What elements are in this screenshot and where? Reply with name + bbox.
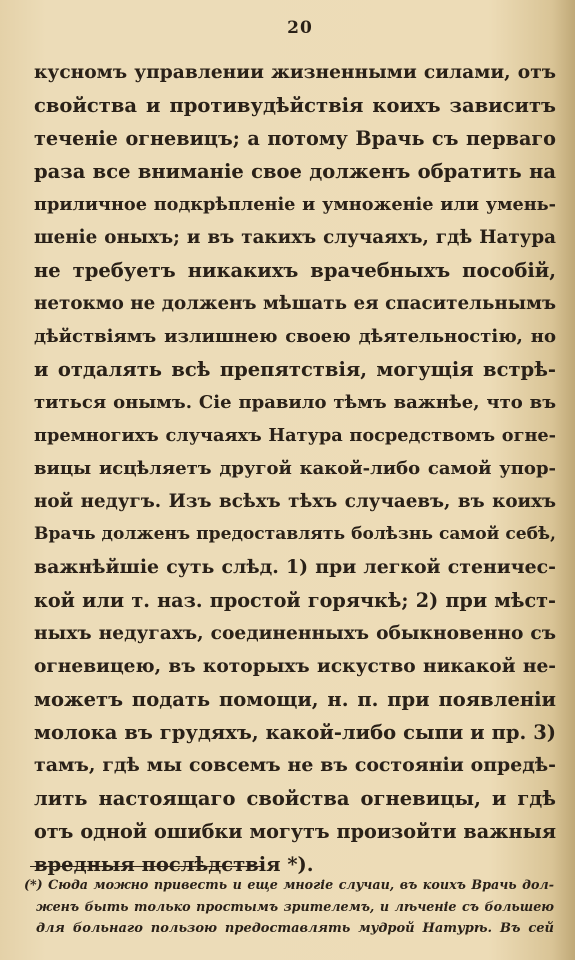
footnote-line: (*) Сюда можно привесть и еще многіе случаи, въ коихъ Врачь дол-: [24, 877, 554, 892]
text-line: тамъ, гдѣ мы совсемъ не въ состояніи опредѣ-: [34, 754, 556, 776]
footnote-line: женъ быть только простымъ зрителемъ, и лѣченіе съ большею: [36, 899, 554, 914]
text-line: и отдалять всѣ препятствія, могущія встрѣ-: [34, 358, 556, 381]
text-line: вредныя послѣдствія *).: [34, 853, 314, 876]
text-line: Врачь долженъ предоставлять болѣзнь самой себѣ,: [34, 524, 556, 544]
page-number: 20: [287, 18, 313, 38]
main-text: [34, 56, 556, 881]
text-line: нетокмо не долженъ мѣшать ея спасительнымъ: [34, 293, 556, 314]
text-line: ной недугъ. Изъ всѣхъ тѣхъ случаевъ, въ коихъ: [34, 491, 556, 512]
text-line: важнѣйшіе суть слѣд. 1) при легкой стеничес-: [34, 556, 556, 578]
text-line: молока въ грудяхъ, какой-либо сыпи и пр. 3): [34, 721, 556, 744]
text-line: отъ одной ошибки могутъ произойти важныя: [34, 820, 556, 843]
footnote-divider: [30, 866, 262, 867]
text-line: титься онымъ. Сіе правило тѣмъ важнѣе, что въ: [34, 392, 556, 413]
text-line: ныхъ недугахъ, соединенныхъ обыкновенно съ: [34, 623, 556, 644]
text-line: вицы исцѣляетъ другой какой-либо самой упор-: [34, 458, 556, 479]
text-line: шеніе оныхъ; и въ такихъ случаяхъ, гдѣ Натура: [34, 227, 556, 248]
text-line: можетъ подать помощи, н. п. при появленіи: [34, 688, 556, 711]
text-line: премногихъ случаяхъ Натура посредствомъ огне-: [34, 425, 556, 446]
text-line: огневицею, въ которыхъ искуство никакой не-: [34, 656, 556, 677]
text-line: кусномъ управлении жизненными силами, отъ: [34, 62, 556, 83]
footnote-line: для больнаго пользою предоставлять мудрой Натурѣ. Въ сей: [36, 921, 554, 936]
text-line: лить настоящаго свойства огневицы, и гдѣ: [34, 787, 556, 810]
text-line: свойства и противудѣйствія коихъ зависитъ: [34, 94, 556, 117]
text-line: кой или т. наз. простой горячкѣ; 2) при мѣст-: [34, 589, 556, 612]
text-line: раза все вниманіе свое долженъ обратить на: [34, 160, 556, 183]
text-line: дѣйствіямъ излишнею своею дѣятельностію, но: [34, 326, 556, 347]
text-line: теченіе огневицъ; а потому Врачь съ перваго: [34, 127, 556, 150]
text-line: не требуетъ никакихъ врачебныхъ пособій,: [34, 259, 556, 282]
footnote: [24, 874, 554, 940]
text-line: приличное подкрѣпленіе и умноженіе или умень-: [34, 194, 556, 215]
